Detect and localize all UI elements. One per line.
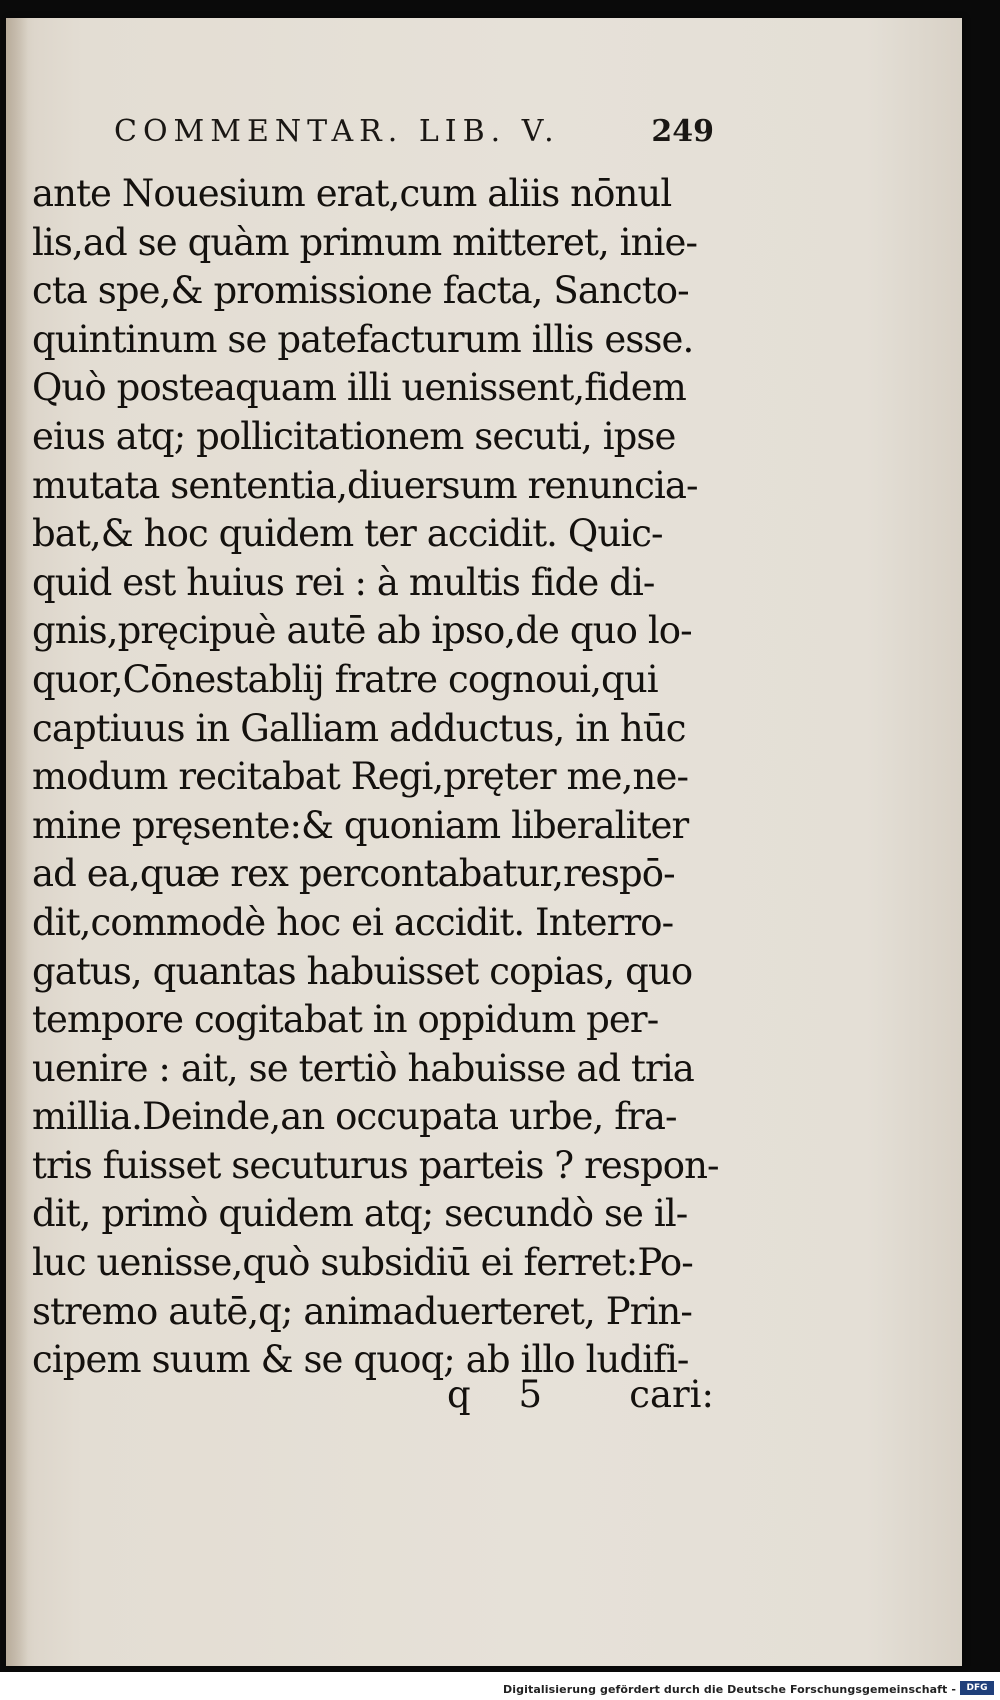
text-line: gatus, quantas habuisset copias, quo: [32, 949, 693, 993]
text-line: gnis,pręcipuè autē ab ipso,de quo lo-: [32, 609, 692, 653]
text-line: quor,Cōnestablij fratre cognoui,qui: [32, 657, 658, 701]
text-line: mine pręsente:& quoniam liberaliter: [32, 803, 689, 847]
signature-mark: q 5: [447, 1373, 560, 1416]
text-line: cipem suum & se quoq; ab illo ludifi-: [32, 1338, 689, 1382]
text-line: Quò posteaquam illi uenissent,fidem: [32, 366, 686, 410]
page-number: 249: [651, 114, 714, 149]
text-line: uenire : ait, se tertiò habuisse ad tria: [32, 1046, 694, 1090]
text-line: captiuus in Galliam adductus, in hūc: [32, 706, 686, 750]
credit-bar: [0, 1672, 1000, 1700]
text-line: cta spe,& promissione facta, Sancto-: [32, 269, 689, 313]
text-line: tempore cogitabat in oppidum per-: [32, 998, 659, 1042]
text-line: quintinum se patefacturum illis esse.: [32, 317, 694, 361]
signature-line: [32, 1373, 722, 1421]
running-head: [114, 114, 714, 154]
text-line: luc uenisse,quò subsidiū ei ferret:Po-: [32, 1241, 693, 1285]
text-line: bat,& hoc quidem ter accidit. Quic-: [32, 512, 663, 556]
text-line: stremo autē,q; animaduerteret, Prin-: [32, 1289, 692, 1333]
catchword: cari:: [629, 1373, 714, 1416]
running-title: COMMENTAR. LIB. V.: [114, 114, 560, 149]
book-page: [6, 18, 962, 1666]
text-line: ad ea,quæ rex percontabatur,respō-: [32, 852, 675, 896]
body-text: [32, 170, 722, 1385]
credit-text: Digitalisierung gefördert durch die Deutsche Forschungsgemeinschaft -: [503, 1683, 956, 1696]
text-line: mutata sententia,diuersum renuncia-: [32, 463, 698, 507]
text-line: dit,commodè hoc ei accidit. Interro-: [32, 900, 674, 944]
text-line: modum recitabat Regi,pręter me,ne-: [32, 755, 689, 799]
text-line: dit, primò quidem atq; secundò se il-: [32, 1192, 688, 1236]
text-line: quid est huius rei : à multis fide di-: [32, 560, 655, 604]
text-line: lis,ad se quàm primum mitteret, inie-: [32, 220, 698, 264]
text-line: ante Nouesium erat,cum aliis nōnul: [32, 172, 672, 215]
text-line: eius atq; pollicitationem secuti, ipse: [32, 414, 676, 458]
text-line: millia.Deinde,an occupata urbe, fra-: [32, 1095, 677, 1139]
text-line: tris fuisset secuturus parteis ? respon-: [32, 1143, 719, 1187]
dfg-logo-icon: DFG: [960, 1681, 994, 1695]
